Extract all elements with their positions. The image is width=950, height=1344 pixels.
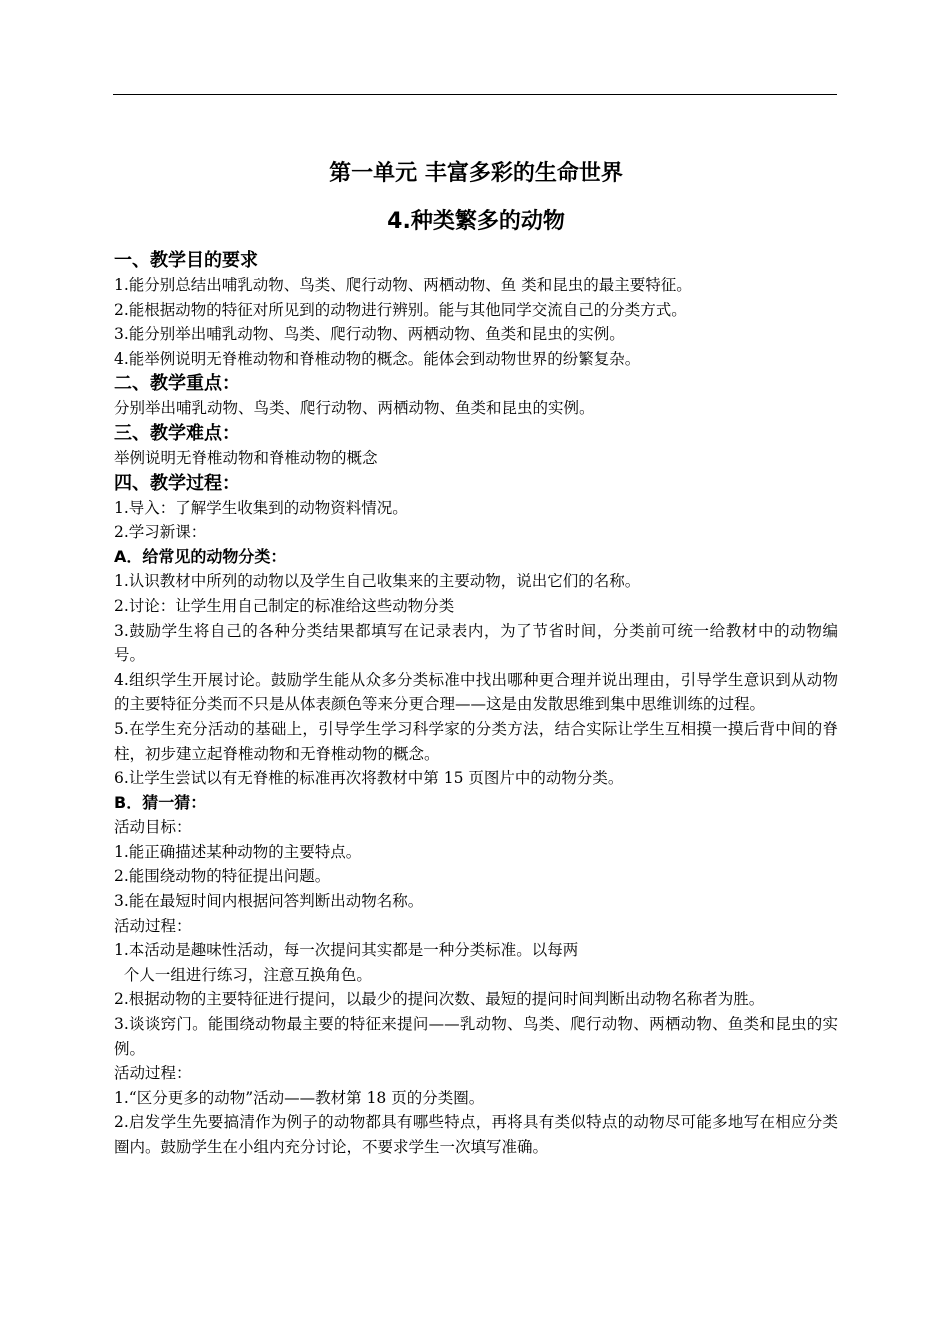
lesson-title: 4.种类繁多的动物	[387, 209, 565, 234]
objective-line: 1.能分别总结出哺乳动物、鸟类、爬行动物、两栖动物、鱼 类和昆虫的最主要特征。	[114, 276, 692, 294]
part-b-line: 活动过程：	[114, 1064, 192, 1083]
document-body	[114, 156, 838, 1160]
part-b-heading: B．猜一猜：	[114, 792, 207, 812]
section-heading-objectives: 一、教学目的要求	[114, 250, 258, 271]
part-b-line: 2.启发学生先要搞清作为例子的动物都具有哪些特点，再将具有类似特点的动物尽可能多地写在相应分类圈内。鼓励学生在小组内充分讨论，不要求学生一次填写准确。	[114, 1113, 838, 1156]
part-b-line: 1.能正确描述某种动物的主要特点。	[114, 842, 362, 861]
key-point-line: 分别举出哺乳动物、鸟类、爬行动物、两栖动物、鱼类和昆虫的实例。	[114, 399, 595, 418]
part-a-line: 2.讨论：让学生用自己制定的标准给这些动物分类	[114, 596, 455, 615]
part-a-line: 6.让学生尝试以有无脊椎的标准再次将教材中第 15 页图片中的动物分类。	[114, 769, 624, 788]
difficulty-line: 举例说明无脊椎动物和脊椎动物的概念	[114, 448, 378, 467]
part-b-line: 活动目标：	[114, 818, 192, 837]
header-rule	[113, 94, 837, 95]
part-b-line: 2.能围绕动物的特征提出问题。	[114, 867, 331, 886]
part-b-line: 1.本活动是趣味性活动，每一次提问其实都是一种分类标准。以每两	[114, 941, 579, 960]
part-b-line: 3.谈谈窍门。能围绕动物最主要的特征来提问——乳动物、鸟类、爬行动物、两栖动物、鱼类和昆虫的实例。	[114, 1015, 838, 1058]
objective-line: 2.能根据动物的特征对所见到的动物进行辨别。能与其他同学交流自己的分类方式。	[114, 300, 687, 319]
part-b-line: 2.根据动物的主要特征进行提问，以最少的提问次数、最短的提问时间判断出动物名称者为胜。	[114, 990, 765, 1009]
part-a-line: 3.鼓励学生将自己的各种分类结果都填写在记录表内，为了节省时间，分类前可统一给教材中的动物编号。	[114, 621, 838, 665]
objective-line: 4.能举例说明无脊椎动物和脊椎动物的概念。能体会到动物世界的纷繁复杂。	[114, 349, 641, 368]
part-b-line: 1.“区分更多的动物”活动——教材第 18 页的分类圈。	[114, 1088, 485, 1107]
section-heading-key-points: 二、教学重点：	[114, 373, 240, 395]
process-line: 1.导入：了解学生收集到的动物资料情况。	[114, 498, 408, 517]
part-a-line: 1.认识教材中所列的动物以及学生自己收集来的主要动物，说出它们的名称。	[114, 572, 641, 591]
part-b-line: 个人一组进行练习，注意互换角色。	[114, 965, 372, 984]
section-heading-process: 四、教学过程：	[114, 472, 240, 494]
objective-line: 3.能分别举出哺乳动物、鸟类、爬行动物、两栖动物、鱼类和昆虫的实例。	[114, 325, 625, 344]
part-a-line: 5.在学生充分活动的基础上，引导学生学习科学家的分类方法，结合实际让学生互相摸一摸后背中间的脊柱，初步建立起脊椎动物和无脊椎动物的概念。	[114, 719, 838, 763]
unit-title: 第一单元 丰富多彩的生命世界	[329, 161, 623, 186]
part-a-line: 4.组织学生开展讨论。鼓励学生能从众多分类标准中找出哪种更合理并说出理由，引导学生意识到从动物的主要特征分类而不只是从体表颜色等来分更合理——这是由发散思维到集中思维训练的过程。	[114, 670, 838, 714]
section-heading-difficulties: 三、教学难点：	[114, 422, 240, 444]
part-b-line: 活动过程：	[114, 916, 192, 935]
part-b-line: 3.能在最短时间内根据问答判断出动物名称。	[114, 892, 424, 911]
part-a-heading: A．给常见的动物分类：	[114, 546, 287, 566]
process-line: 2.学习新课：	[114, 523, 207, 542]
